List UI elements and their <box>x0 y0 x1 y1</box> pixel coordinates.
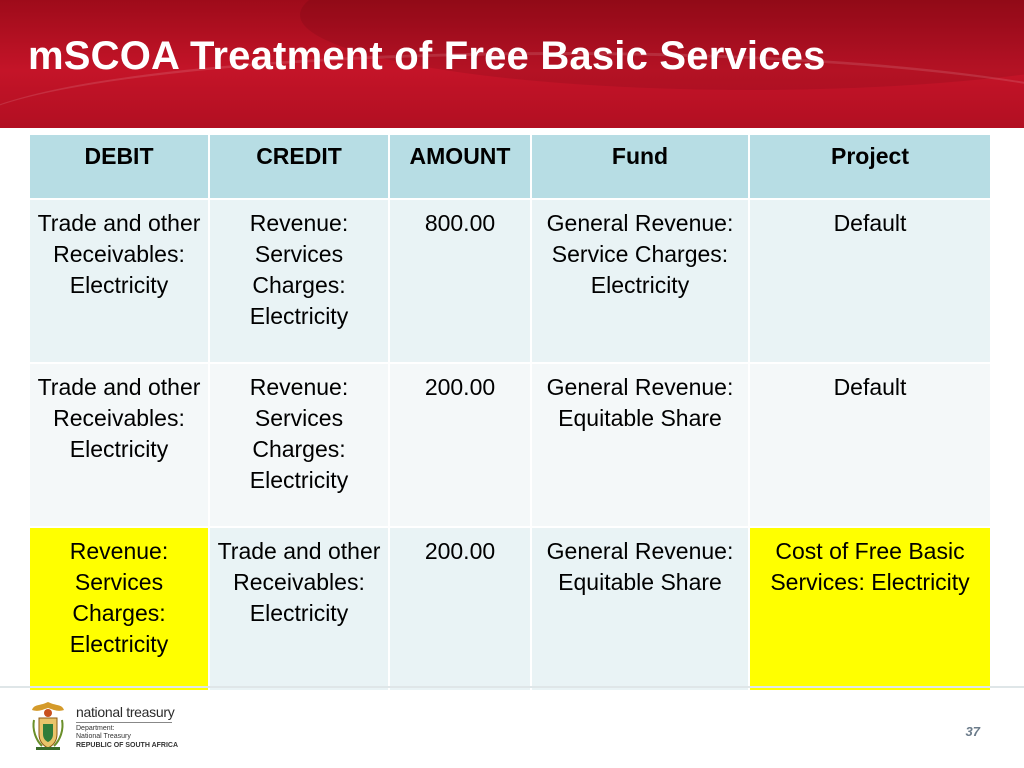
coat-of-arms-icon <box>28 700 68 752</box>
header-credit: CREDIT <box>210 135 388 198</box>
table-row <box>30 200 990 362</box>
cell-project-highlighted: Cost of Free Basic Services: Electricity <box>750 528 990 690</box>
cell-debit: Trade and other Receivables: Electricity <box>30 200 208 362</box>
cell-credit: Revenue: Services Charges: Electricity <box>210 200 388 362</box>
logo-name: national treasury <box>76 704 175 720</box>
cell-debit-highlighted: Revenue: Services Charges: Electricity <box>30 528 208 690</box>
journal-table <box>28 133 992 692</box>
logo-text <box>76 704 178 750</box>
cell-fund: General Revenue: Equitable Share <box>532 364 748 526</box>
header-project: Project <box>750 135 990 198</box>
footer-divider <box>0 686 1024 688</box>
cell-amount: 200.00 <box>390 364 530 526</box>
logo-rule <box>76 722 172 723</box>
cell-amount: 200.00 <box>390 528 530 690</box>
header-amount: AMOUNT <box>390 135 530 198</box>
logo-country: REPUBLIC OF SOUTH AFRICA <box>76 742 179 749</box>
logo-department-name: National Treasury <box>76 733 131 740</box>
cell-amount: 800.00 <box>390 200 530 362</box>
cell-credit: Trade and other Receivables: Electricity <box>210 528 388 690</box>
cell-project: Default <box>750 364 990 526</box>
header-debit: DEBIT <box>30 135 208 198</box>
cell-fund: General Revenue: Equitable Share <box>532 528 748 690</box>
logo-department: Department: <box>76 725 115 732</box>
page-number: 37 <box>965 724 980 739</box>
table-row <box>30 364 990 526</box>
table-row <box>30 528 990 690</box>
national-treasury-logo <box>28 700 188 752</box>
cell-debit: Trade and other Receivables: Electricity <box>30 364 208 526</box>
cell-project: Default <box>750 200 990 362</box>
title-banner <box>0 0 1024 128</box>
table-header-row <box>30 135 990 198</box>
slide-title: mSCOA Treatment of Free Basic Services <box>28 34 826 78</box>
header-fund: Fund <box>532 135 748 198</box>
cell-credit: Revenue: Services Charges: Electricity <box>210 364 388 526</box>
cell-fund: General Revenue: Service Charges: Electricity <box>532 200 748 362</box>
